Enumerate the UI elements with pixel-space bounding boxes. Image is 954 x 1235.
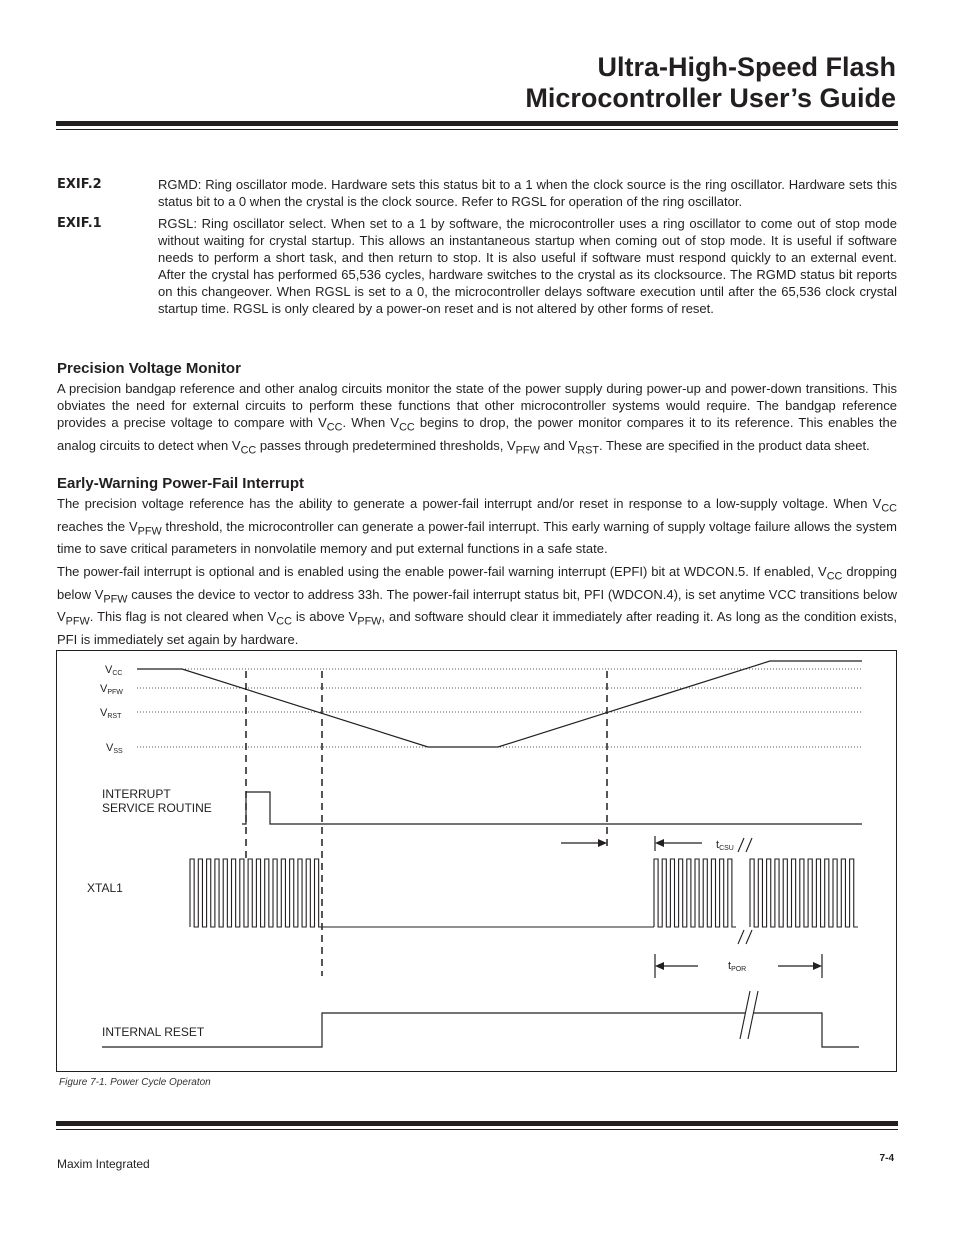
title-line-2: Microcontroller User’s Guide	[525, 83, 896, 113]
tpor-arrowhead-right	[813, 962, 822, 970]
footer-rule-thin	[56, 1129, 898, 1130]
section-paragraph: The precision voltage reference has the ability to generate a power-fail interrupt and/or reset in response to a low-supply voltage. When $V_{CC}$ reaches the $V_{PFW}$ threshold, the microcontroller can generate a power-fail interrupt. This early warning of supply voltage failure allows the system time to save critical parameters in nonvolatile memory and put external functions in a safe state.	[57, 496, 897, 557]
title-line-1: Ultra-High-Speed Flash	[597, 52, 896, 82]
power-cycle-timing-diagram	[57, 651, 898, 1073]
section-paragraph: A precision bandgap reference and other analog circuits monitor the state of the power supply during power-up and power-down transitions. This obviates the need for external circuits to perform these functions that other microcontroller systems would require. The bandgap reference provides a precise voltage to compare with $V_{CC}$. When $V_{CC}$ begins to drop, the power monitor compares it to its reference. This enables the analog circuits to detect when $V_{CC}$ passes through predetermined thresholds, $V_{PFW}$ and $V_{RST}$. These are specified in the product data sheet.	[57, 381, 897, 457]
definition-text: RGMD: Ring oscillator mode. Hardware sets this status bit to a 1 when the clock source is the ring oscillator. Hardware sets this status bit to a 0 when the crystal is the clock source. Refer to RGSL for operation of the ring oscillator.	[158, 177, 897, 209]
section-heading: Precision Voltage Monitor	[57, 360, 241, 377]
definition-exif2	[57, 176, 897, 210]
xtal-break-mark	[746, 838, 752, 852]
register-bit-definitions	[57, 176, 897, 322]
definition-text: RGSL: Ring oscillator select. When set to a 1 by software, the microcontroller uses a ring oscillator to come out of stop mode without waiting for crystal startup. This allows an instantaneous startup when coming out of stop mode. It is useful if software needs to perform a short task, and then return to stop. It is also useful if software must respond quickly to an external event. After the crystal has performed 65,536 cycles, hardware switches to the crystal as its clocksource. The RGMD status bit reports on this changeover. When RGSL is set to a 0, the microcontroller delays software execution until after the 65,536 clock crystal startup time. RGSL is only cleared by a power-on reset and is not altered by other forms of reset.	[158, 216, 897, 316]
footer-rule-thick	[56, 1121, 898, 1126]
label-isr-line2: SERVICE ROUTINE	[102, 801, 212, 815]
tcsu-arrowhead-right	[598, 839, 607, 847]
internal-reset-waveform-b	[753, 1013, 859, 1047]
page-number: 7-4	[879, 1153, 894, 1164]
label-xtal1: XTAL1	[87, 881, 123, 895]
label-isr-line1: INTERRUPT	[102, 787, 171, 801]
xtal1-waveform	[190, 859, 858, 927]
label-vss: VSS	[106, 742, 123, 755]
footer-company: Maxim Integrated	[57, 1157, 150, 1171]
isr-waveform	[242, 792, 862, 824]
label-vpfw: VPFW	[100, 683, 123, 696]
timing-diagram-frame	[56, 650, 897, 1072]
section-early-warning-power-fail	[57, 475, 897, 654]
xtal-break-mark	[746, 930, 752, 944]
label-tcsu: tCSU	[716, 839, 734, 852]
xtal-break-mark	[738, 838, 744, 852]
definition-exif1	[57, 215, 897, 317]
label-tpor: tPOR	[728, 960, 747, 973]
definition-term: EXIF.2	[57, 177, 102, 192]
header-rule-thick	[56, 121, 898, 126]
reset-break-mark	[748, 991, 758, 1039]
figure-caption: Figure 7-1. Power Cycle Operaton	[59, 1077, 211, 1088]
label-vrst: VRST	[100, 707, 122, 720]
page-title	[525, 52, 896, 114]
reset-break-mark	[740, 991, 750, 1039]
label-vcc: VCC	[105, 664, 123, 677]
tcsu-arrowhead-left	[655, 839, 664, 847]
section-heading: Early-Warning Power-Fail Interrupt	[57, 475, 304, 492]
header-rule-thin	[56, 129, 898, 130]
label-internal-reset: INTERNAL RESET	[102, 1025, 205, 1039]
section-precision-voltage-monitor	[57, 360, 897, 465]
section-paragraph: The power-fail interrupt is optional and is enabled using the enable power-fail warning interrupt (EPFI) bit at WDCON.5. If enabled, $V_{CC}$ dropping below $V_{PFW}$ causes the device to vector to address 33h. The power-fail interrupt status bit, PFI (WDCON.4), is set anytime VCC transitions below $V_{PFW}$. This flag is not cleared when $V_{CC}$ is above $V_{PFW}$, and software should clear it immediately after reading it. As long as the condition exists, PFI is immediately set again by hardware.	[57, 564, 897, 647]
xtal-break-mark	[738, 930, 744, 944]
definition-term: EXIF.1	[57, 216, 102, 231]
